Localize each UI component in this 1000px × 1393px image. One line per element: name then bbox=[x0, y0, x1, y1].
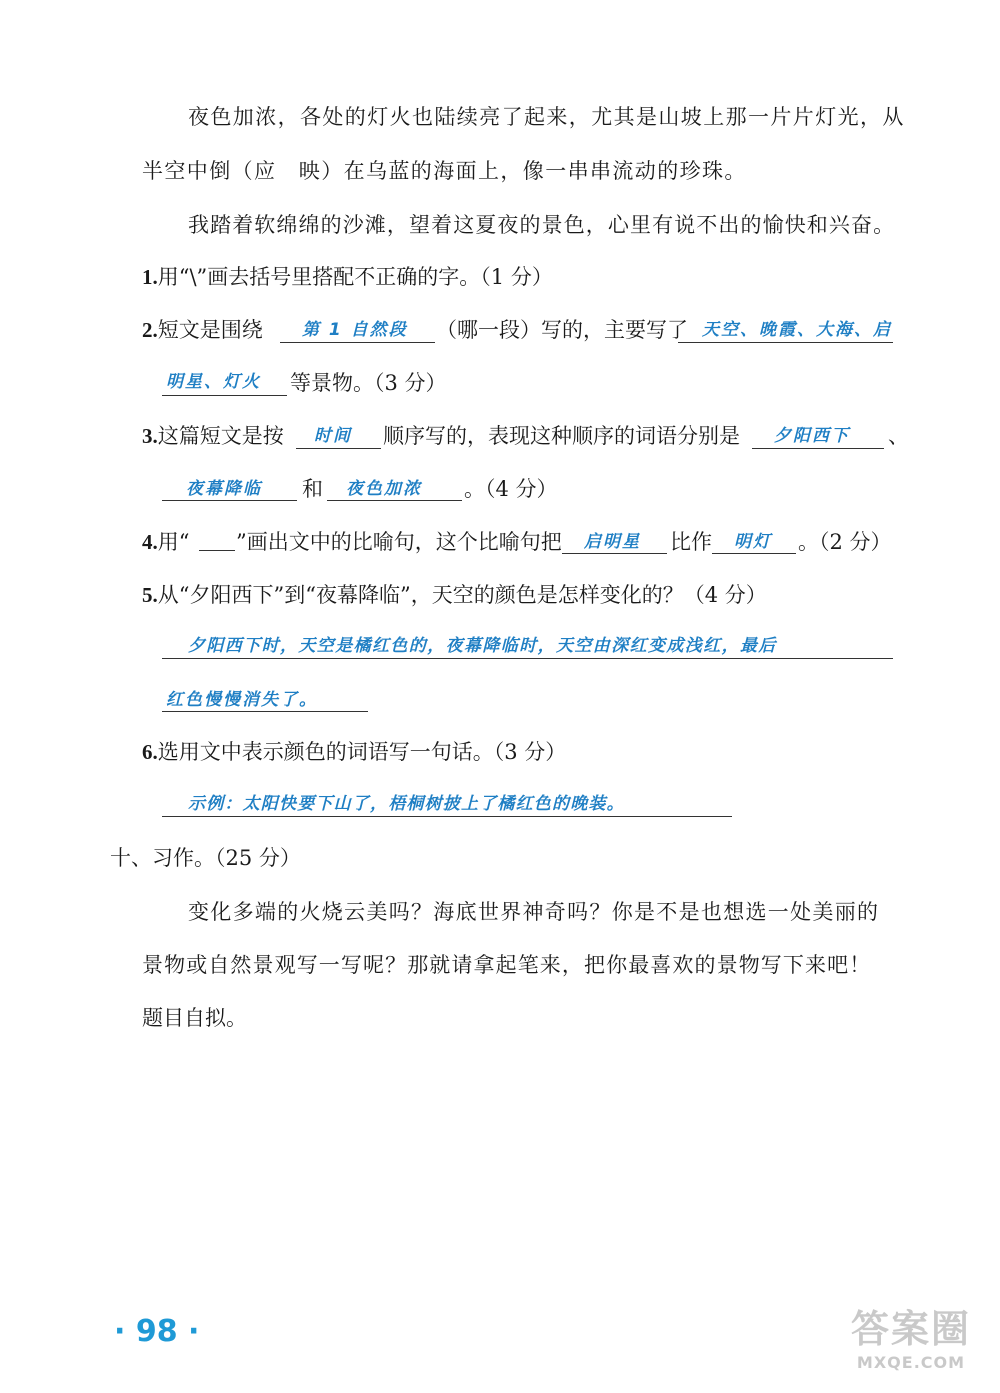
question-text: ”画出文中的比喻句，这个比喻句把 bbox=[236, 530, 562, 554]
answer-text: 夜色加浓 bbox=[346, 479, 422, 499]
section-text: 变化多端的火烧云美吗？海底世界神奇吗？你是不是也想选一处美丽的 bbox=[188, 900, 880, 924]
question-text: 和 bbox=[302, 477, 323, 501]
question-text: 等景物。（3 分） bbox=[290, 371, 447, 395]
answer-text: 明星、灯火 bbox=[166, 372, 261, 392]
question-2 bbox=[142, 315, 263, 345]
watermark-logo: 答案圈 bbox=[850, 1307, 971, 1351]
answer-underline bbox=[296, 448, 381, 449]
question-text: 从“夕阳西下”到“夜幕降临”，天空的颜色是怎样变化的？（4 分） bbox=[157, 583, 767, 607]
question-text: 。（2 分） bbox=[798, 530, 892, 554]
answer-text: 第 1 自然段 bbox=[302, 320, 408, 340]
question-text: 顺序写的，表现这种顺序的词语分别是 bbox=[383, 424, 740, 448]
question-5 bbox=[142, 580, 767, 610]
question-6 bbox=[142, 737, 566, 767]
question-text: （哪一段）写的，主要写了 bbox=[436, 318, 688, 342]
answer-underline bbox=[752, 448, 884, 449]
question-number: 3. bbox=[142, 424, 158, 448]
answer-text: 天空、晚霞、大海、启 bbox=[702, 320, 892, 340]
question-text: 比作 bbox=[670, 530, 712, 554]
question-text: 这篇短文是按 bbox=[157, 424, 284, 448]
question-text: 短文是围绕 bbox=[157, 318, 263, 342]
answer-text: 红色慢慢消失了。 bbox=[166, 690, 318, 710]
question-text: 用“\”画去括号里搭配不正确的字。（1 分） bbox=[157, 265, 553, 289]
section-text: 景物或自然景观写一写呢？那就请拿起笔来，把你最喜欢的景物写下来吧！ bbox=[142, 953, 872, 977]
answer-underline bbox=[162, 711, 368, 712]
watermark bbox=[836, 1305, 986, 1385]
answer-text: 夕阳西下 bbox=[774, 426, 850, 446]
underline-sample bbox=[199, 550, 235, 551]
page-number: · 98 · bbox=[114, 1314, 200, 1349]
answer-underline bbox=[327, 500, 462, 501]
question-3 bbox=[142, 421, 284, 451]
section-text: 题目自拟。 bbox=[142, 1006, 247, 1030]
question-number: 1. bbox=[142, 265, 158, 289]
answer-text: 启明星 bbox=[584, 532, 641, 552]
question-number: 4. bbox=[142, 530, 158, 554]
answer-underline bbox=[712, 553, 796, 554]
passage-line: 夜色加浓，各处的灯火也陆续亮了起来，尤其是山坡上那一片片灯光，从 bbox=[188, 105, 905, 129]
answer-underline bbox=[280, 342, 435, 343]
answer-text: 示例：太阳快要下山了，梧桐树披上了橘红色的晚装。 bbox=[188, 794, 625, 814]
answer-underline bbox=[162, 658, 893, 659]
question-4 bbox=[142, 527, 190, 557]
watermark-url: MXQE.COM bbox=[856, 1353, 966, 1372]
question-text: 选用文中表示颜色的词语写一句话。（3 分） bbox=[157, 740, 567, 764]
question-text: 用“ bbox=[157, 530, 190, 554]
answer-text: 明灯 bbox=[734, 532, 772, 552]
answer-underline bbox=[162, 816, 732, 817]
passage-line: 我踏着软绵绵的沙滩，望着这夏夜的景色，心里有说不出的愉快和兴奋。 bbox=[188, 213, 896, 237]
question-number: 2. bbox=[142, 318, 158, 342]
answer-underline bbox=[678, 342, 893, 343]
answer-underline bbox=[562, 553, 667, 554]
question-1 bbox=[142, 262, 553, 292]
question-number: 5. bbox=[142, 583, 158, 607]
answer-text: 夜幕降临 bbox=[186, 479, 262, 499]
answer-text: 时间 bbox=[314, 426, 352, 446]
section-heading: 十、习作。（25 分） bbox=[110, 846, 301, 870]
answer-underline bbox=[162, 500, 297, 501]
answer-underline bbox=[162, 395, 287, 396]
question-number: 6. bbox=[142, 740, 158, 764]
question-text: 。（4 分） bbox=[464, 477, 558, 501]
answer-text: 夕阳西下时，天空是橘红色的，夜幕降临时，天空由深红变成浅红，最后 bbox=[188, 636, 777, 656]
passage-line: 半空中倒（应 映）在乌蓝的海面上，像一串串流动的珍珠。 bbox=[142, 159, 747, 183]
question-text: 、 bbox=[888, 424, 909, 448]
